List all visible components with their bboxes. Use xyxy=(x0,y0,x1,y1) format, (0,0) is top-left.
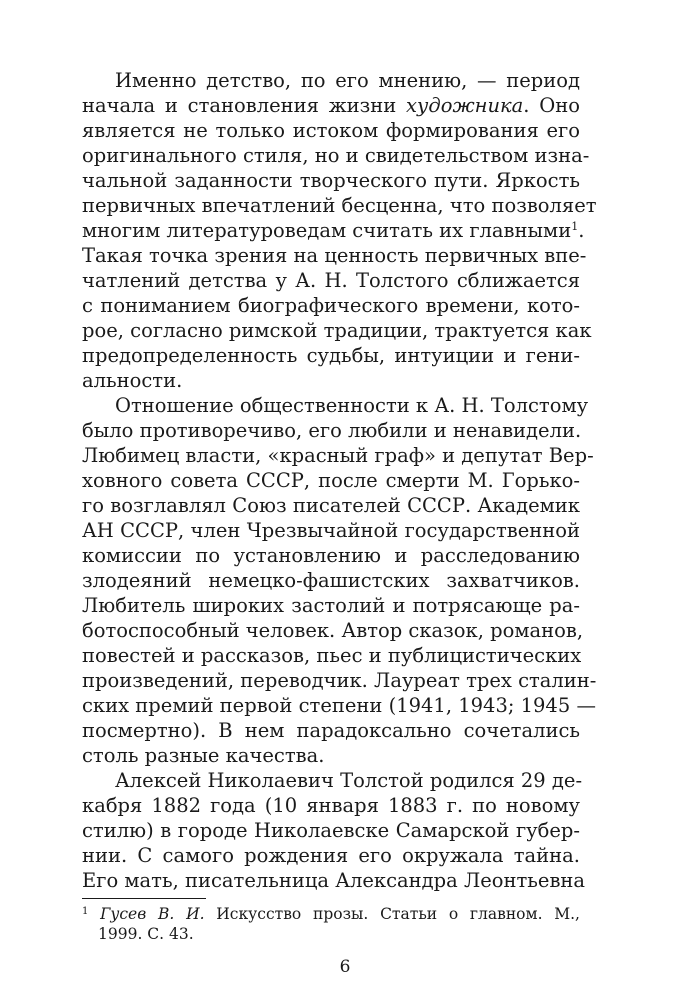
text-line: го возглавлял Союз писателей СССР. Академик xyxy=(82,494,580,517)
text-line: предопределенность судьбы, интуиции и гени- xyxy=(82,344,580,367)
text-line: Алексей Николаевич Толстой родился 29 де- xyxy=(115,769,583,792)
text-line: нии. С самого рождения его окружала тайна. xyxy=(82,844,580,867)
footnote-author: Гусев В. И. xyxy=(100,905,205,923)
italic-word: художника xyxy=(406,94,524,117)
footnote-rule xyxy=(82,898,206,899)
text-line: стилю) в городе Николаевске Самарской губер- xyxy=(82,819,580,842)
text-line: посмертно). В нем парадоксально сочетались xyxy=(82,719,580,742)
text-line: с пониманием биографического времени, кото- xyxy=(82,294,580,317)
text-line: Именно детство, по его мнению, — период xyxy=(115,69,580,92)
text-line: является не только истоком формирования его xyxy=(82,119,580,142)
text-line: рое, согласно римской традиции, трактуется как xyxy=(82,319,592,342)
text-line: столь разные качества. xyxy=(82,744,325,767)
text-line: АН СССР, член Чрезвычайной государственной xyxy=(82,519,580,542)
text-line: оригинального стиля, но и свидетельством изна- xyxy=(82,144,590,167)
footnote-line: 1999. С. 43. xyxy=(98,925,194,943)
text-line: повестей и рассказов, пьес и публицистических xyxy=(82,644,582,667)
text-line: Любитель широких застолий и потрясающе ра- xyxy=(82,594,580,617)
text-line: Любимец власти, «красный граф» и депутат Вер- xyxy=(82,444,594,467)
text-line: начала и становления жизни художника. Оно xyxy=(82,94,580,117)
page-number: 6 xyxy=(339,957,351,977)
footnote-reference: 1 xyxy=(571,220,579,233)
text-line: многим литературоведам считать их главными$^1$. xyxy=(82,219,585,242)
text-line: комиссии по установлению и расследованию xyxy=(82,544,580,567)
text-line: первичных впечатлений бесценна, что позволяет xyxy=(82,194,597,217)
text-line: Его мать, писательница Александра Леонтьевна xyxy=(82,869,586,892)
text-line: кабря 1882 года (10 января 1883 г. по новому xyxy=(82,794,580,817)
text-line: Отношение общественности к А. Н. Толстому xyxy=(115,394,589,417)
text-line: ховного совета СССР, после смерти М. Горько- xyxy=(82,469,580,492)
text-line: злодеяний немецко-фашистских захватчиков. xyxy=(82,569,580,592)
text-line: ботоспособный человек. Автор сказок, романов, xyxy=(82,619,584,642)
text-line: произведений, переводчик. Лауреат трех сталин- xyxy=(82,669,597,692)
footnote-line: $^1$ Гусев В. И. Искусство прозы. Статьи о главном. М., xyxy=(82,905,580,923)
text-line: ских премий первой степени (1941, 1943; 1945 — xyxy=(82,694,596,717)
footnote-marker: 1 xyxy=(82,906,89,917)
text-line: было противоречиво, его любили и ненавидели. xyxy=(82,419,582,442)
text-line: чальной заданности творческого пути. Яркость xyxy=(82,169,580,192)
text-line: Такая точка зрения на ценность первичных впе- xyxy=(82,244,587,267)
text-line: чатлений детства у А. Н. Толстого сближается xyxy=(82,269,580,292)
text-line: альности. xyxy=(82,369,183,392)
